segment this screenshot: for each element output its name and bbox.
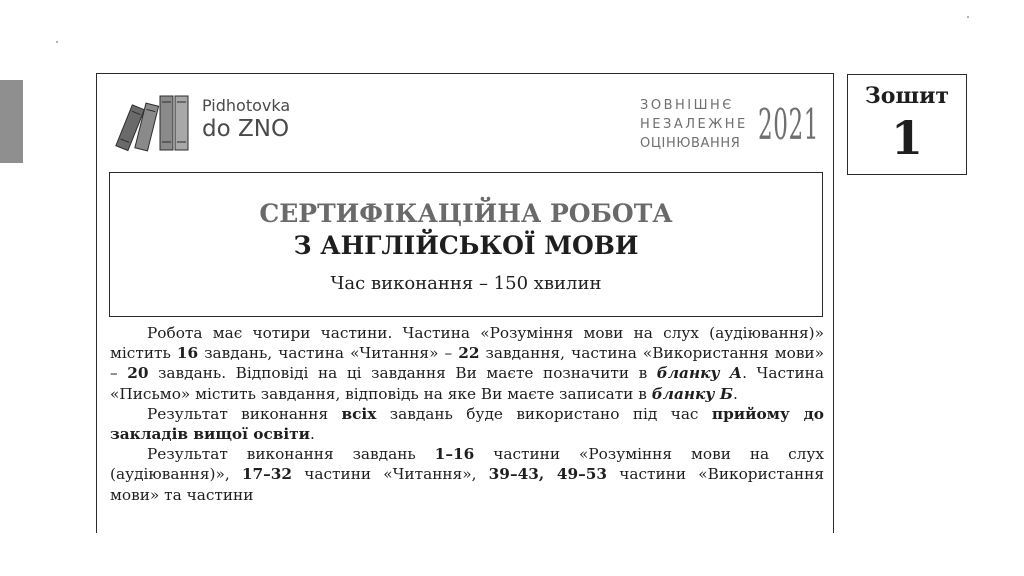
text-run: завдань, частина «Читання» –: [198, 344, 459, 363]
text-run: Робота має чотири частини. Частина «Розуміння мови на слух (аудіювання)» містить: [110, 324, 824, 363]
text-run: завдання, частина «Використання мови» –: [110, 344, 824, 383]
pidhotovka-logo: [114, 92, 304, 152]
text-run: частини «Розуміння мови на слух (аудіювання)»,: [110, 445, 824, 484]
answer-form-a: бланку А: [656, 364, 743, 383]
speck: [967, 16, 969, 18]
text-run: частини «Використання мови» та частини: [110, 465, 824, 504]
emphasis: всіх: [341, 404, 377, 423]
text-run: .: [310, 425, 315, 444]
notebook-label: Зошит: [864, 83, 950, 109]
zno-2021-logo: [640, 96, 820, 156]
duration-text: Час виконання – 150 хвилин: [330, 273, 602, 294]
text-run: . Частина «Письмо» містить завдання, відповідь на яке Ви маєте записати в: [110, 364, 825, 403]
paragraph-structure: [110, 323, 824, 404]
text-run: .: [732, 384, 738, 403]
zno-year: 2021: [758, 100, 819, 149]
emphasis: прийому до закладів вищої освіти: [110, 404, 824, 444]
text-run: Результат виконання: [147, 404, 342, 423]
task-range: 39–43, 49–53: [488, 465, 608, 484]
zno-word-3: ОЦІНЮВАННЯ: [640, 136, 741, 151]
task-count: 20: [127, 364, 149, 383]
zno-word-1: ЗОВНІШНЄ: [640, 98, 734, 113]
text-run: Результат виконання завдань: [147, 445, 435, 464]
notebook-number: 1: [890, 111, 923, 165]
task-range: 17–32: [241, 465, 293, 484]
text-run: частини «Читання»,: [292, 465, 489, 484]
logo-text-line2: do ZNO: [202, 116, 290, 142]
task-range: 1–16: [434, 445, 475, 464]
side-tab: [0, 80, 23, 163]
title-subject: З АНГЛІЙСЬКОЇ МОВИ: [293, 231, 639, 260]
title-certification-work: СЕРТИФІКАЦІЙНА РОБОТА: [259, 199, 673, 228]
logo-text-line1: Pidhotovka: [202, 96, 291, 115]
paragraph-usage: [110, 404, 824, 444]
instructions-text: [110, 323, 824, 505]
zno-word-2: НЕЗАЛЕЖНЕ: [640, 117, 748, 132]
task-count: 22: [458, 344, 480, 363]
task-count: 16: [176, 344, 199, 363]
paragraph-results: [110, 444, 824, 505]
title-box: [109, 172, 823, 317]
notebook-box: [847, 74, 967, 175]
speck: [56, 41, 58, 43]
books-icon: [114, 92, 198, 152]
text-run: завдань. Відповіді на ці завдання Ви маєте позначити в: [148, 364, 657, 383]
answer-form-b: бланку Б: [651, 384, 733, 403]
text-run: завдань буде використано під час: [376, 404, 712, 423]
